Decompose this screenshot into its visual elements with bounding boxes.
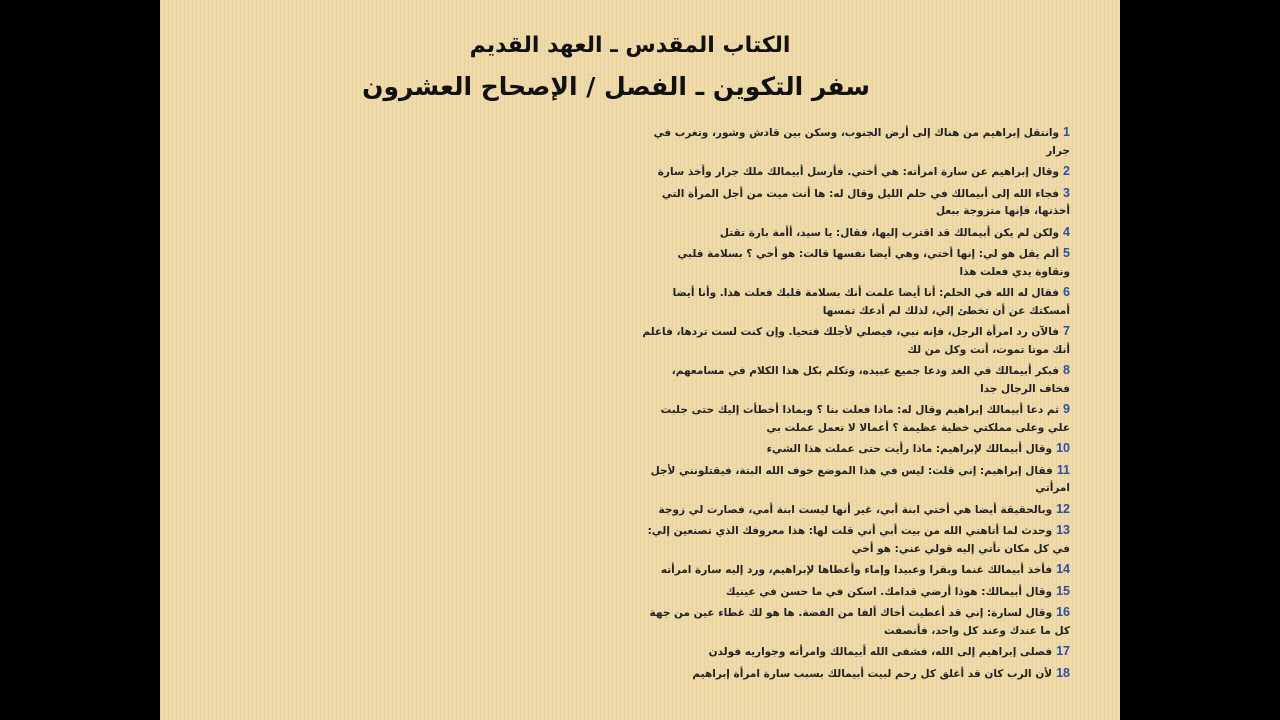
verse-number: 14 [1056,562,1070,576]
verse-number: 4 [1063,224,1070,239]
verse-item [640,522,1070,558]
verse-item [640,440,1070,459]
verse-text: وقال لسارة: إني قد أعطيت أخاك ألفا من الفضة. ها هو لك غطاء عين من جهة كل ما عندك وعند كل واحد، فأنصفت [649,607,1070,637]
verse-number: 5 [1063,246,1070,260]
verse-number: 2 [1063,164,1070,178]
verse-text: ثم دعا أبيمالك إبراهيم وقال له: ماذا فعلت بنا ؟ وبماذا أخطأت إليك حتى جلبت علي وعلى مملكتي خطية عظيمة ؟ أعمالا لا تعمل عملت بي [660,404,1070,434]
verse-number: 3 [1063,185,1070,200]
verse-item [640,643,1070,662]
verse-text: ألم يقل هو لي: إنها أختي، وهي أيضا نفسها قالت: هو أخي ؟ بسلامة قلبي ونقاوة يدي فعلت هذا [677,248,1070,278]
verse-item [640,284,1070,320]
verse-item [640,245,1070,281]
verse-item [640,185,1070,221]
verse-item [640,501,1070,520]
verse-number: 13 [1056,523,1070,537]
verse-text: فقال له الله في الحلم: أنا أيضا علمت أنك بسلامة قلبك فعلت هذا. وأنا أيضا أمسكتك عن أن تخطئ إلي، لذلك لم أدعك تمسها [672,287,1070,317]
verse-text: لأن الرب كان قد أغلق كل رحم لبيت أبيمالك بسبب سارة امرأة إبراهيم [692,667,1053,680]
verse-item [640,583,1070,602]
verse-number: 17 [1056,644,1070,658]
verse-text: وقال أبيمالك: هوذا أرضي قدامك. اسكن في ما حسن في عينيك [725,585,1053,598]
verse-item [640,604,1070,640]
verse-item [640,401,1070,437]
verse-number: 1 [1063,125,1070,139]
verse-number: 9 [1063,402,1070,416]
verse-text: فقال إبراهيم: إني قلت: ليس في هذا الموضع خوف الله البتة، فيقتلونني لأجل امرأتي [650,464,1070,494]
scripture-page [160,0,1120,720]
verse-item [640,163,1070,182]
verse-text: فصلى إبراهيم إلى الله، فشفى الله أبيمالك وامرأته وجواريه فولدن [708,646,1053,658]
verse-item [640,124,1070,160]
verse-item [640,665,1070,684]
verse-item [640,362,1070,398]
chapter-title: سفر التكوين ـ الفصل / الإصحاح العشرون [362,72,870,101]
verse-text: فجاء الله إلى أبيمالك في حلم الليل وقال له: ها أنت ميت من أجل المرأة التي أخذتها، فإنها متزوجة ببعل [661,187,1070,217]
verse-text: وبالحقيقة أيضا هي أختي ابنة أبي، غير أنها ليست ابنة أمي، فصارت لي زوجة [658,503,1053,516]
verse-number: 7 [1063,324,1070,338]
verse-text: وحدث لما أتاهني الله من بيت أبي أني قلت لها: هذا معروفك الذي تصنعين إلي: في كل مكان نأتي إليه قولي عني: هو أخي [647,525,1070,555]
verse-text: فالآن رد امرأة الرجل، فإنه نبي، فيصلي لأجلك فتحيا. وإن كنت لست تردها، فاعلم أنك موتا تموت، أنت وكل من لك [642,326,1070,356]
verse-list [640,124,1070,686]
verse-text: وانتقل إبراهيم من هناك إلى أرض الجنوب، وسكن بين قادش وشور، وتغرب في جرار [653,127,1070,157]
verse-number: 6 [1063,285,1070,299]
verse-number: 10 [1056,441,1070,455]
verse-number: 18 [1056,665,1070,680]
verse-number: 16 [1056,605,1070,619]
verse-text: وقال أبيمالك لإبراهيم: ماذا رأيت حتى عملت هذا الشيء [766,443,1053,455]
verse-text: فبكر أبيمالك في الغد ودعا جميع عبيده، وتكلم بكل هذا الكلام في مسامعهم، فخاف الرجال جدا [671,365,1070,395]
book-title: الكتاب المقدس ـ العهد القديم [469,33,791,58]
verse-number: 15 [1056,583,1070,598]
verse-item [640,462,1070,498]
verse-text: ولكن لم يكن أبيمالك قد اقترب إليها، فقال: يا سيد، أأمة بارة تقتل [719,226,1060,239]
verse-number: 8 [1063,363,1070,377]
verse-item [640,561,1070,580]
verse-text: وقال إبراهيم عن سارة امرأته: هي أختي. فأرسل أبيمالك ملك جرار وأخذ سارة [657,166,1060,178]
verse-item [640,224,1070,243]
verse-text: فأخذ أبيمالك غنما وبقرا وعبيدا وإماء وأعطاها لإبراهيم، ورد إليه سارة امرأته [660,564,1053,576]
verse-number: 11 [1056,462,1070,477]
verse-number: 12 [1056,501,1070,516]
verse-item [640,323,1070,359]
